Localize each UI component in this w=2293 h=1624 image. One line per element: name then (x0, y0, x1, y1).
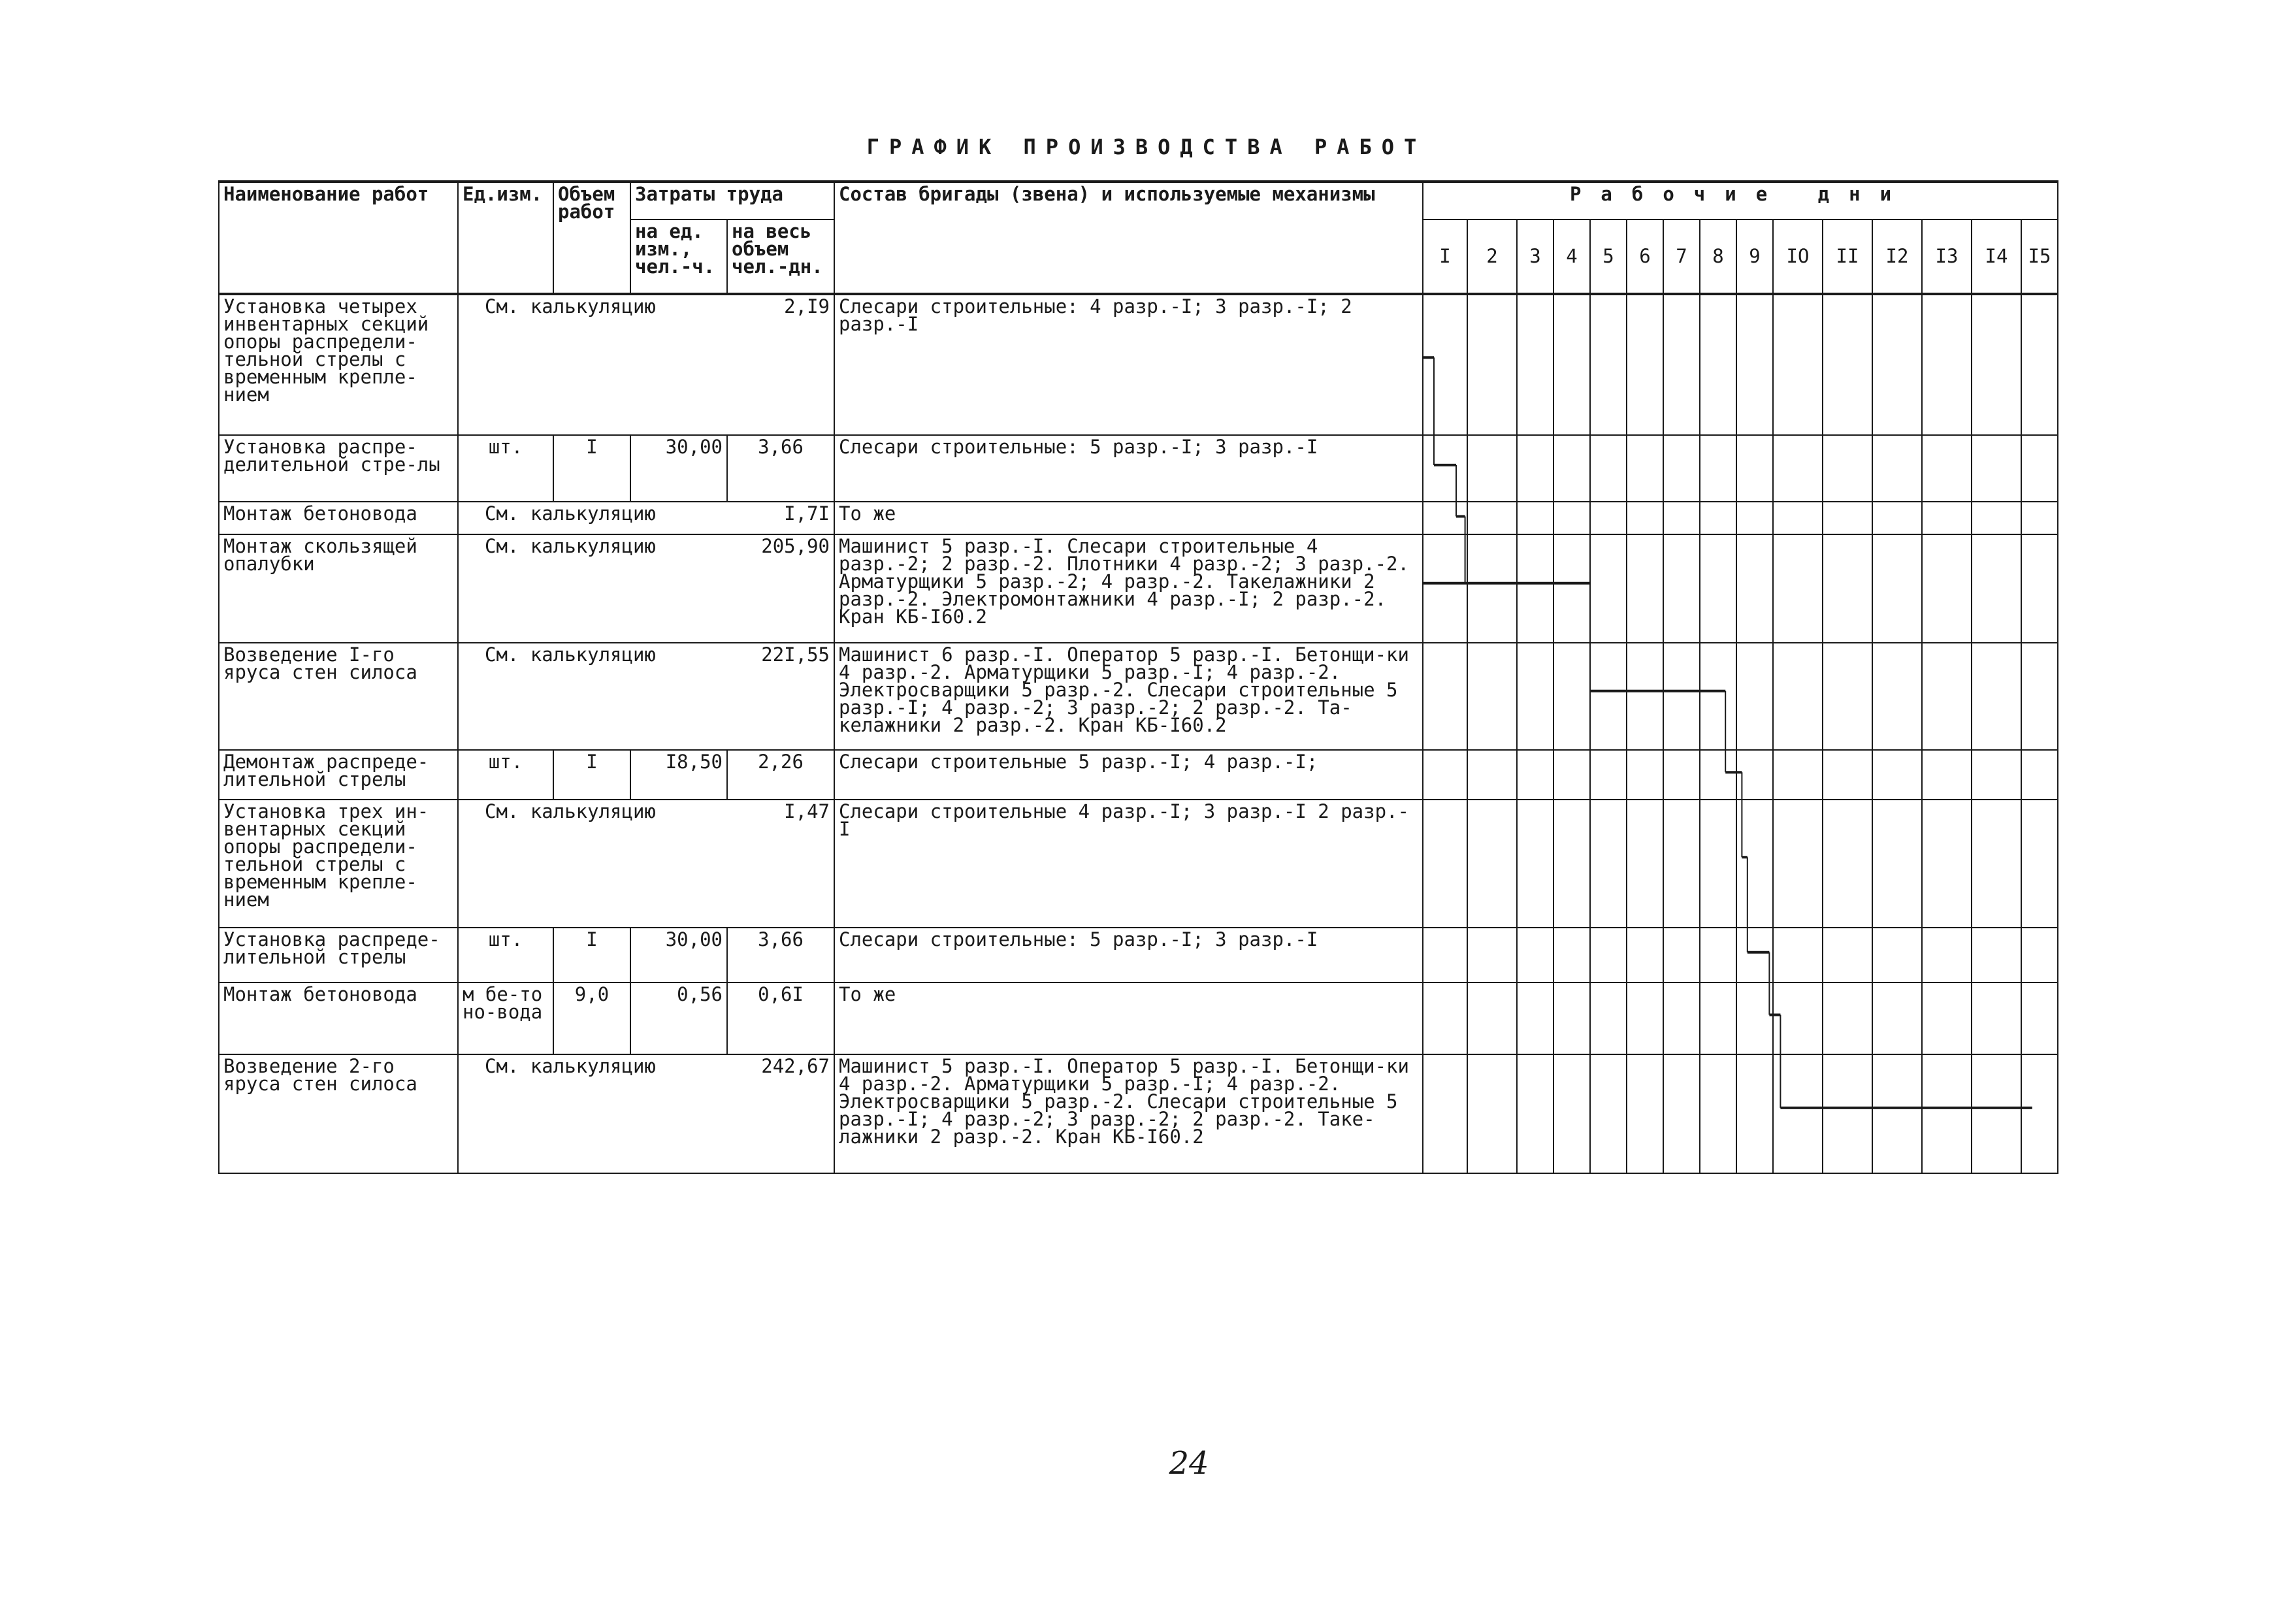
row-name: Монтаж скользящей опалубки (219, 534, 458, 643)
header-unit: Ед.изм. (458, 182, 553, 294)
row-name: Установка распре-делительной стре-лы (219, 435, 458, 502)
row-unit-text: См. калькуляцию (485, 800, 656, 822)
row-crew: То же (834, 983, 1423, 1054)
day-header: 5 (1590, 219, 1627, 294)
table-row (219, 750, 2058, 800)
row-per-unit: 30,00 (630, 928, 727, 983)
day-header: II (1823, 219, 1872, 294)
day-header: 7 (1663, 219, 1700, 294)
row-name: Установка распреде-лительной стрелы (219, 928, 458, 983)
row-crew: Машинист 6 разр.-I. Оператор 5 разр.-I. Бетонщи-ки 4 разр.-2. Арматурщики 5 разр.-I; 4 разр.-2. Электросварщики 5 разр.-2. Слесари строительные 5 разр.-I; 4 разр.-2; 3 разр.-2; 2 разр.-2. Та-келажники 2 разр.-2. Кран КБ-I60.2 (834, 643, 1423, 750)
header-name: Наименование работ (219, 182, 458, 294)
row-volume: I (553, 928, 630, 983)
row-total: 2,26 (727, 750, 834, 800)
row-name: Демонтаж распреде-лительной стрелы (219, 750, 458, 800)
row-total: 242,67 (761, 1055, 830, 1077)
table-row (219, 800, 2058, 928)
row-unit-text: См. калькуляцию (485, 295, 656, 317)
row-crew: Слесари строительные: 4 разр.-I; 3 разр.-I; 2 разр.-I (834, 294, 1423, 435)
row-crew: Слесари строительные: 5 разр.-I; 3 разр.-I (834, 928, 1423, 983)
row-unit: м бе-тоно-вода (458, 983, 553, 1054)
row-total: I,7I (784, 502, 830, 525)
row-total: 0,6I (727, 983, 834, 1054)
row-unit-text: См. калькуляцию (485, 1055, 656, 1077)
header-labor-per-unit: на ед. изм., чел.-ч. (630, 219, 727, 294)
table-row (219, 534, 2058, 643)
table-row (219, 502, 2058, 534)
row-total: I,47 (784, 800, 830, 822)
day-header: I3 (1922, 219, 1972, 294)
table-row (219, 1054, 2058, 1173)
row-unit-text: См. калькуляцию (485, 535, 656, 557)
day-header: 4 (1553, 219, 1590, 294)
day-header: I5 (2021, 219, 2058, 294)
table-row (219, 435, 2058, 502)
row-unit: шт. (458, 928, 553, 983)
page-title: ГРАФИК ПРОИЗВОДСТВА РАБОТ (866, 135, 1427, 159)
header-crew: Состав бригады (звена) и используемые механизмы (834, 182, 1423, 294)
day-header: 3 (1517, 219, 1553, 294)
row-crew: Машинист 5 разр.-I. Оператор 5 разр.-I. Бетонщи-ки 4 разр.-2. Арматурщики 5 разр.-I; 4 разр.-2. Электросварщики 5 разр.-2. Слесари строительные 5 разр.-I; 4 разр.-2; 3 разр.-2; 2 разр.-2. Таке-лажники 2 разр.-2. Кран КБ-I60.2 (834, 1054, 1423, 1173)
row-per-unit: 0,56 (630, 983, 727, 1054)
day-header: 6 (1627, 219, 1663, 294)
row-total: 3,66 (727, 435, 834, 502)
day-header: I2 (1872, 219, 1922, 294)
row-volume: I (553, 750, 630, 800)
header-labor-total: на весь объем чел.-дн. (727, 219, 834, 294)
row-crew: Машинист 5 разр.-I. Слесари строительные 4 разр.-2; 2 разр.-2. Плотники 4 разр.-2; 3 разр.-2. Арматурщики 5 разр.-2; 4 разр.-2. Такелажники 2 разр.-2. Электромонтажники 4 разр.-I; 2 разр.-2. Кран КБ-I60.2 (834, 534, 1423, 643)
row-total: 2,I9 (784, 295, 830, 317)
page-number: 24 (1169, 1445, 1209, 1482)
row-unit (458, 643, 834, 750)
header-labor: Затраты труда (630, 182, 834, 219)
row-unit (458, 502, 834, 534)
day-header: IO (1773, 219, 1823, 294)
row-name: Установка четырех инвентарных секций опоры распредели-тельной стрелы с временным крепле-нием (219, 294, 458, 435)
row-name: Монтаж бетоновода (219, 983, 458, 1054)
row-total: 205,90 (761, 535, 830, 557)
row-total: 3,66 (727, 928, 834, 983)
day-header: I4 (1972, 219, 2021, 294)
row-name: Установка трех ин-вентарных секций опоры распредели-тельной стрелы с временным крепле-нием (219, 800, 458, 928)
row-unit (458, 294, 834, 435)
row-unit: шт. (458, 750, 553, 800)
row-name: Возведение I-го яруса стен силоса (219, 643, 458, 750)
row-total: 22I,55 (761, 643, 830, 666)
table-row (219, 294, 2058, 435)
row-crew: Слесари строительные: 5 разр.-I; 3 разр.-I (834, 435, 1423, 502)
schedule-table (218, 180, 2058, 1174)
day-header: 2 (1467, 219, 1517, 294)
table-row (219, 983, 2058, 1054)
row-crew: То же (834, 502, 1423, 534)
header-volume: Объем работ (553, 182, 630, 294)
row-crew: Слесари строительные 5 разр.-I; 4 разр.-I; (834, 750, 1423, 800)
row-unit: шт. (458, 435, 553, 502)
row-per-unit: I8,50 (630, 750, 727, 800)
row-unit-text: См. калькуляцию (485, 643, 656, 666)
header-days: Рабочие дни (1423, 182, 2058, 219)
row-per-unit: 30,00 (630, 435, 727, 502)
row-unit (458, 1054, 834, 1173)
row-unit (458, 800, 834, 928)
day-header: 8 (1700, 219, 1736, 294)
day-header: 9 (1736, 219, 1773, 294)
table-row (219, 928, 2058, 983)
day-header: I (1423, 219, 1467, 294)
row-volume: 9,0 (553, 983, 630, 1054)
row-volume: I (553, 435, 630, 502)
row-unit (458, 534, 834, 643)
row-name: Возведение 2-го яруса стен силоса (219, 1054, 458, 1173)
table-row (219, 643, 2058, 750)
row-name: Монтаж бетоновода (219, 502, 458, 534)
row-crew: Слесари строительные 4 разр.-I; 3 разр.-I 2 разр.-I (834, 800, 1423, 928)
row-unit-text: См. калькуляцию (485, 502, 656, 525)
